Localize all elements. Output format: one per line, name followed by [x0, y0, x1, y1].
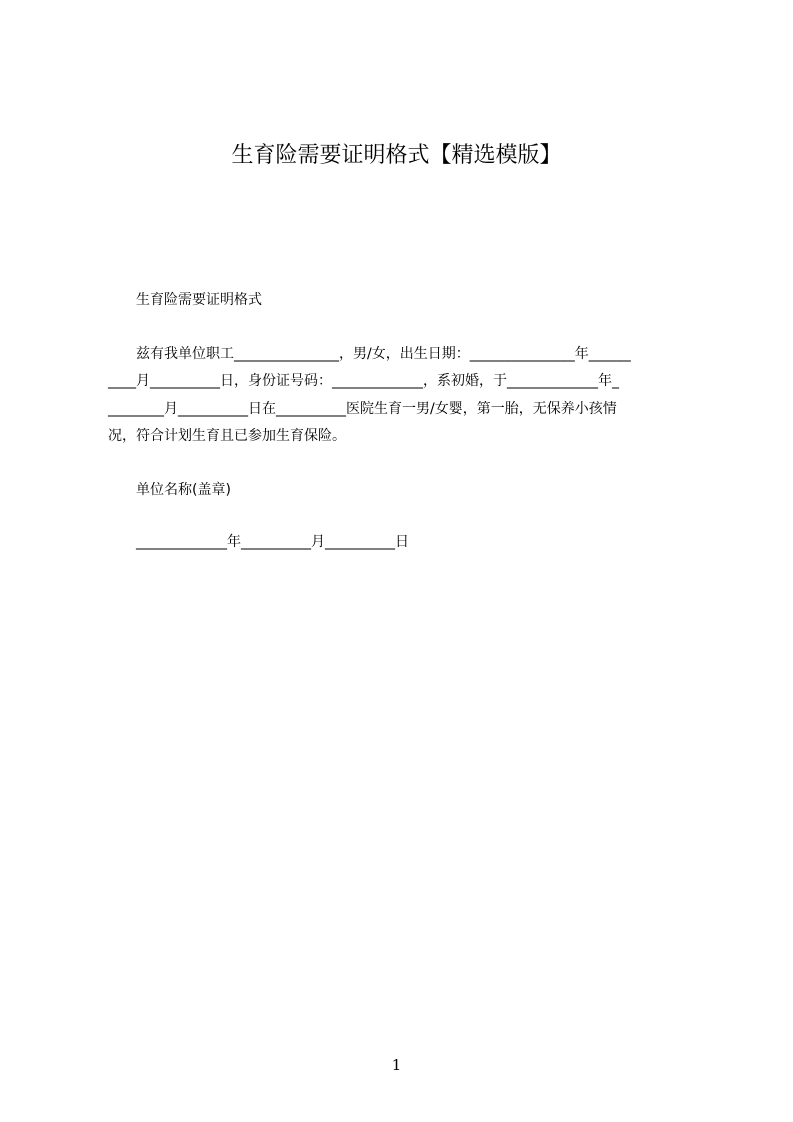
- body-line-4: 况，符合计划生育且已参加生育保险。: [108, 428, 346, 444]
- body-line-1: 兹有我单位职工_______________，男/女，出生日期：_______________年______: [136, 346, 631, 362]
- unit-name-seal: 单位名称(盖章): [136, 482, 231, 498]
- body-line-2: ____月__________日，身份证号码：_____________，系初婚，于_____________年_: [108, 373, 619, 389]
- signature-date-line: _____________年__________月__________日: [136, 534, 409, 550]
- document-subtitle: 生育险需要证明格式: [136, 292, 262, 308]
- page-number: 1: [391, 1056, 402, 1074]
- document-title: 生育险需要证明格式【精选模版】: [231, 143, 562, 168]
- body-line-3: ________月__________日在__________医院生育一男/女婴，第一胎，无保养小孩情: [108, 401, 617, 417]
